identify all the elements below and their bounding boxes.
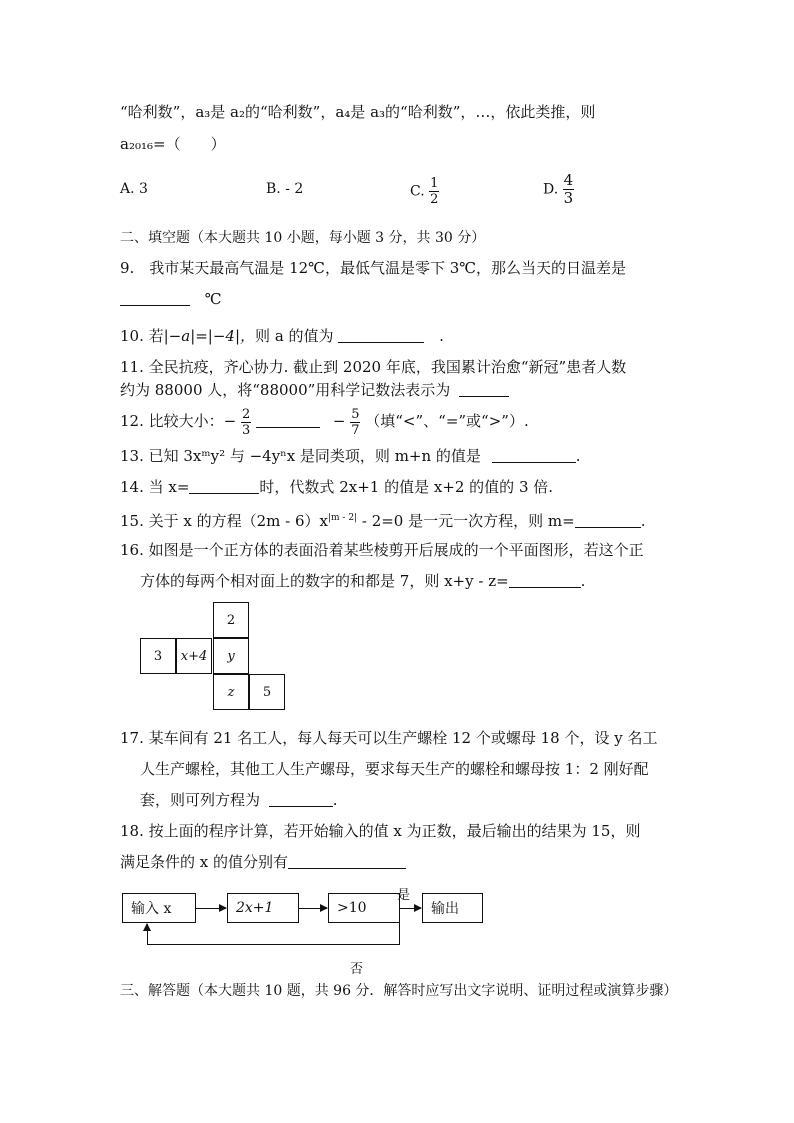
- q9-line1: 9. 我市某天最高气温是 12℃，最低气温是零下 3℃，那么当天的日温差是: [120, 259, 627, 277]
- q17-line2: 人生产螺栓，其他工人生产螺母，要求每天生产的螺栓和螺母按 1：2 刚好配: [140, 760, 649, 778]
- section3-heading: 三、解答题（本大题共 10 题，共 96 分．解答时应写出文字说明、证明过程或演算步骤）: [120, 983, 678, 999]
- q8-option-d-label: D.: [543, 181, 559, 198]
- q11-line1: 11. 全民抗疫，齐心协力. 截止到 2020 年底，我国累计治愈“新冠”患者人数: [120, 358, 627, 376]
- q18-line1: 18. 按上面的程序计算，若开始输入的值 x 为正数，最后输出的结果为 15，则: [120, 822, 641, 840]
- flow-arrow-yes: [400, 908, 421, 909]
- q8-option-d-numerator: 4: [563, 171, 574, 189]
- q17-end: .: [332, 791, 338, 809]
- q18-blank[interactable]: [288, 853, 406, 869]
- q10-expression: |−a|=|−4|，: [163, 327, 256, 345]
- q12-minus: −: [332, 412, 346, 430]
- flow-loop-down: [399, 923, 400, 944]
- q15-end: .: [640, 512, 646, 530]
- q16-end: .: [580, 572, 586, 590]
- q8-line2: a₂₀₁₆=（ ）: [120, 135, 226, 153]
- q12-fraction-1: [241, 407, 251, 438]
- q11-blank[interactable]: [459, 381, 509, 397]
- q11-line2: [120, 380, 509, 400]
- q11-line2-prefix: 约为 88000 人，将“88000”用科学记数法表示为: [120, 381, 451, 399]
- q10-prefix: 10. 若: [120, 327, 164, 345]
- q8-option-c-numerator: 1: [430, 176, 439, 191]
- q10-suffix: 则 a 的值为: [255, 327, 334, 345]
- q12-fraction-2-denominator: 7: [351, 422, 360, 438]
- q16-line1: 16. 如图是一个正方体的表面沿着某些棱剪开后展成的一个平面图形，若这个正: [120, 541, 644, 559]
- flow-no-label: 否: [350, 962, 364, 977]
- net-cell-bottom-right: 5: [249, 674, 285, 710]
- q13-line: [120, 446, 580, 466]
- flow-condition-label: >10: [337, 900, 367, 916]
- flow-operation-box: [227, 893, 299, 923]
- flow-input-label: 输入 x: [131, 901, 172, 917]
- flow-operation-label: 2x+1: [236, 900, 274, 916]
- q12-suffix: （填“<”、“=”或“>”）.: [365, 412, 529, 430]
- q15-prefix: 15. 关于 x 的方程（2m - 6）x: [120, 512, 328, 530]
- q10-line: [120, 326, 444, 346]
- q9-line2: [120, 289, 222, 309]
- flow-output-label: 输出: [431, 901, 459, 917]
- q18-line2: [120, 852, 406, 872]
- q8-option-c-label: C.: [410, 183, 425, 200]
- q14-blank[interactable]: [189, 478, 259, 494]
- q15-blank[interactable]: [575, 512, 641, 528]
- net-cell-mid-left: x+4: [176, 638, 212, 674]
- q8-option-c-fraction: [429, 176, 439, 207]
- q17-line3-text: 套，则可列方程为: [140, 791, 261, 809]
- q12-prefix: 12. 比较大小：−: [120, 412, 237, 430]
- q13-end: .: [575, 447, 581, 465]
- q8-option-a: A. 3: [120, 181, 148, 197]
- flow-loop-bottom: [147, 944, 400, 945]
- q15-line: [120, 508, 645, 531]
- flow-arrow-1: [196, 908, 226, 909]
- q15-suffix: - 2=0 是一元一次方程，则 m=: [357, 512, 575, 530]
- q8-line1: “哈利数”，a₃是 a₂的“哈利数”，a₄是 a₃的“哈利数”，…，依此类推，则: [120, 103, 596, 121]
- net-cell-center: y: [213, 638, 249, 674]
- q8-option-d-denominator: 3: [563, 189, 574, 207]
- q16-line2-text: 方体的每两个相对面上的数字的和都是 7，则 x+y - z=: [140, 572, 509, 590]
- q9-blank[interactable]: [120, 290, 190, 306]
- q13-text: 13. 已知 3xᵐy² 与 −4yⁿx 是同类项，则 m+n 的值是: [120, 447, 481, 465]
- q14-prefix: 14. 当 x=: [120, 478, 190, 496]
- flow-loop-arrowhead: [143, 923, 151, 931]
- q8-option-d: [543, 172, 574, 207]
- flow-output-box: [422, 893, 483, 923]
- net-cell-left: 3: [140, 638, 176, 674]
- q16-line2: [140, 571, 585, 591]
- q18-line2-text: 满足条件的 x 的值分别有: [120, 853, 288, 871]
- q8-option-b: B. - 2: [266, 181, 304, 197]
- q14-line: [120, 477, 553, 497]
- net-cell-top: 2: [213, 602, 249, 638]
- q17-line1: 17. 某车间有 21 名工人，每人每天可以生产螺栓 12 个或螺母 18 个，设 y 名工: [120, 729, 658, 747]
- q10-end: .: [439, 327, 444, 345]
- flow-arrow-2: [299, 908, 327, 909]
- q8-option-d-fraction: [563, 172, 575, 207]
- q12-blank[interactable]: [256, 412, 320, 428]
- q12-fraction-2-numerator: 5: [351, 406, 360, 422]
- q16-blank[interactable]: [509, 572, 581, 588]
- q12-fraction-1-numerator: 2: [241, 406, 251, 422]
- flow-yes-label: 是: [397, 888, 411, 903]
- q13-blank[interactable]: [492, 447, 576, 463]
- q8-option-c: [410, 176, 439, 207]
- q8-option-c-denominator: 2: [430, 192, 439, 207]
- q17-blank[interactable]: [269, 791, 333, 807]
- net-cell-bottom: z: [213, 674, 249, 710]
- q12-line: [120, 404, 529, 438]
- q17-line3: [140, 790, 338, 810]
- q12-fraction-2: [350, 407, 360, 438]
- q15-exponent: |m - 2|: [328, 513, 358, 523]
- flow-input-box: [122, 893, 196, 923]
- q10-blank[interactable]: [338, 327, 424, 343]
- flow-condition-box: [328, 893, 400, 923]
- section2-heading: 二、填空题（本大题共 10 小题，每小题 3 分，共 30 分）: [120, 230, 486, 246]
- q14-suffix: 时，代数式 2x+1 的值是 x+2 的值的 3 倍.: [259, 478, 554, 496]
- q12-fraction-1-denominator: 3: [241, 422, 251, 438]
- q9-unit: ℃: [204, 290, 222, 308]
